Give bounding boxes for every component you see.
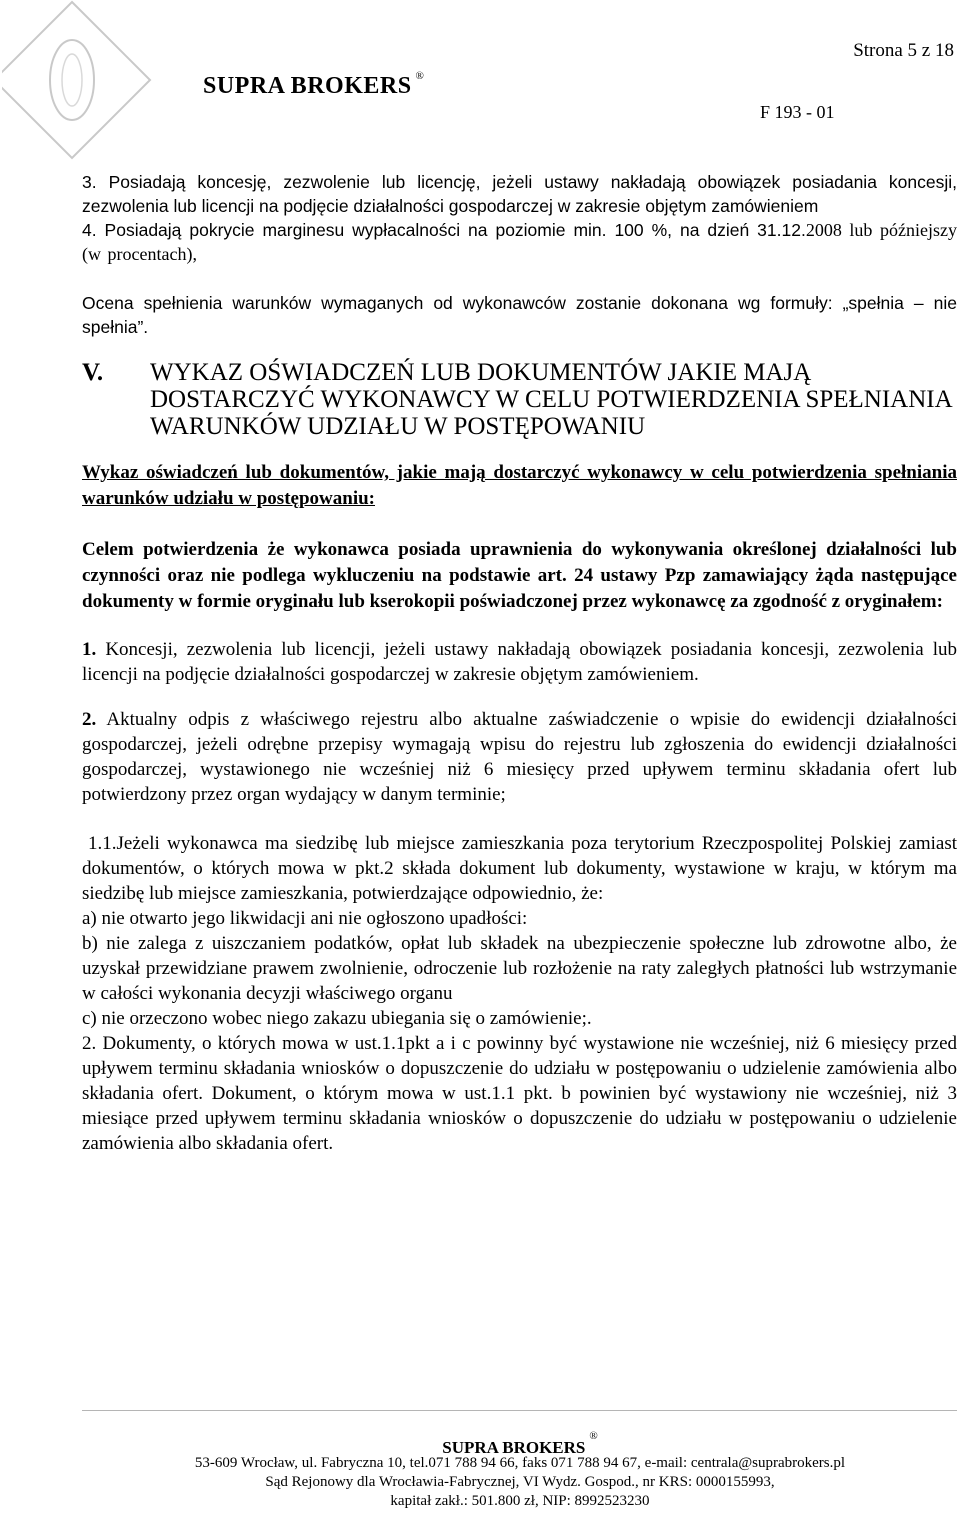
footer-court: Sąd Rejonowy dla Wrocławia-Fabrycznej, VI Wydz. Gospod., nr KRS: 0000155993, bbox=[265, 1474, 775, 1490]
footer-divider bbox=[82, 1410, 957, 1411]
header-brand: SUPRA BROKERS ® bbox=[203, 70, 425, 99]
document-item-1-1: 1.1.Jeżeli wykonawca ma siedzibę lub miejsce zamieszkania poza terytorium Rzeczpospolitej Polskiej zamiast dokumentów, o których mowa w pkt.2 składa dokument lub dokumenty, wystawione w kraju, w którym ma siedzibę lub miejsce zamieszkania, potwierdzające odpowiednio, że: bbox=[82, 833, 957, 904]
document-item-1: 1. Koncesji, zezwolenia lub licencji, jeżeli ustawy nakładają obowiązek posiadania koncesji, zezwolenia lub licencji na podjęcie działalności gospodarczej w zakresie objętym zamówieniem. bbox=[82, 639, 957, 685]
section-title: WYKAZ OŚWIADCZEŃ LUB DOKUMENTÓW JAKIE MAJĄ DOSTARCZYĆ WYKONAWCY W CELU POTWIERDZENIA SPEŁNIANIA WARUNKÓW UDZIAŁU W POSTĘPOWANIU bbox=[150, 359, 952, 440]
page-number: Strona 5 z 18 bbox=[853, 40, 954, 61]
form-number: F 193 - 01 bbox=[760, 102, 835, 122]
section-heading bbox=[82, 359, 957, 440]
section-number: V. bbox=[82, 359, 104, 386]
condition-item-4: 4. Posiadają pokrycie marginesu wypłacalności na poziomie min. 100 %, na dzień 31.12.2008 lub późniejszy (w procentach), bbox=[82, 220, 957, 264]
footer-capital: kapitał zakł.: 501.800 zł, NIP: 8992523230 bbox=[390, 1493, 650, 1509]
document-item-b: b) nie zalega z uiszczaniem podatków, opłat lub składek na ubezpieczenie społeczne lub zdrowotne albo, że uzyskał przewidziane prawem zwolnienie, odroczenie lub rozłożenie na raty zaległych płatności lub wstrzymanie w całości wykonania decyzji właściwego organu bbox=[82, 933, 957, 1004]
document-validity-note: 2. Dokumenty, o których mowa w ust.1.1pkt a i c powinny być wystawione nie wcześniej, niż 6 miesięcy przed upływem terminu składania wniosków o dopuszczenie do udziału w postępowaniu o udzielenie zamówienia albo składania ofert. Dokument, o którym mowa w ust.1.1 pkt. b powinien być wystawiony nie wcześniej, niż 3 miesiące przed upływem terminu składania wniosków o dopuszczenie do udziału w postępowaniu o udzielenie zamówienia albo składania ofert. bbox=[82, 1033, 957, 1154]
document-body bbox=[82, 170, 957, 1156]
company-logo bbox=[2, 0, 152, 160]
footer-address: 53-609 Wrocław, ul. Fabryczna 10, tel.071 788 94 66, faks 071 788 94 67, e-mail: centrala@suprabrokers.pl bbox=[194, 1455, 846, 1471]
document-item-2: 2. Aktualny odpis z właściwego rejestru albo aktualne zaświadczenie o wpisie do ewidencji działalności gospodarczej, jeżeli odrębne przepisy wymagają wpisu do rejestru lub zgłoszenia do ewidencji działalności gospodarczej, wystawionego nie wcześniej niż 6 miesięcy przed upływem terminu składania ofert lub potwierdzony przez organ wydający w danym terminie; bbox=[82, 709, 957, 805]
section-intro: Celem potwierdzenia że wykonawca posiada uprawnienia do wykonywania określonej działalności lub czynności oraz nie podlega wykluczeniu na podstawie art. 24 ustawy Pzp zamawiający żąda następujące dokumenty w formie oryginału lub kserokopii poświadczonej przez wykonawcę za zgodność z oryginałem: bbox=[82, 539, 957, 612]
document-item-a: a) nie otwarto jego likwidacji ani nie ogłoszono upadłości: bbox=[82, 908, 528, 929]
footer-brand: SUPRA BROKERS® bbox=[442, 1430, 598, 1457]
condition-item-3: 3. Posiadają koncesję, zezwolenie lub licencję, jeżeli ustawy nakładają obowiązek posiadania koncesji, zezwolenia lub licencji na podjęcie działalności gospodarczej w zakresie objętym zamówieniem bbox=[82, 172, 957, 216]
section-subtitle: Wykaz oświadczeń lub dokumentów, jakie mają dostarczyć wykonawcy w celu potwierdzenia spełniania warunków udziału w postępowaniu: bbox=[82, 462, 957, 509]
document-item-c: c) nie orzeczono wobec niego zakazu ubiegania się o zamówienie;. bbox=[82, 1008, 592, 1029]
assessment-formula: Ocena spełnienia warunków wymaganych od wykonawców zostanie dokonana wg formuły: „spełnia – nie spełnia”. bbox=[82, 293, 957, 337]
